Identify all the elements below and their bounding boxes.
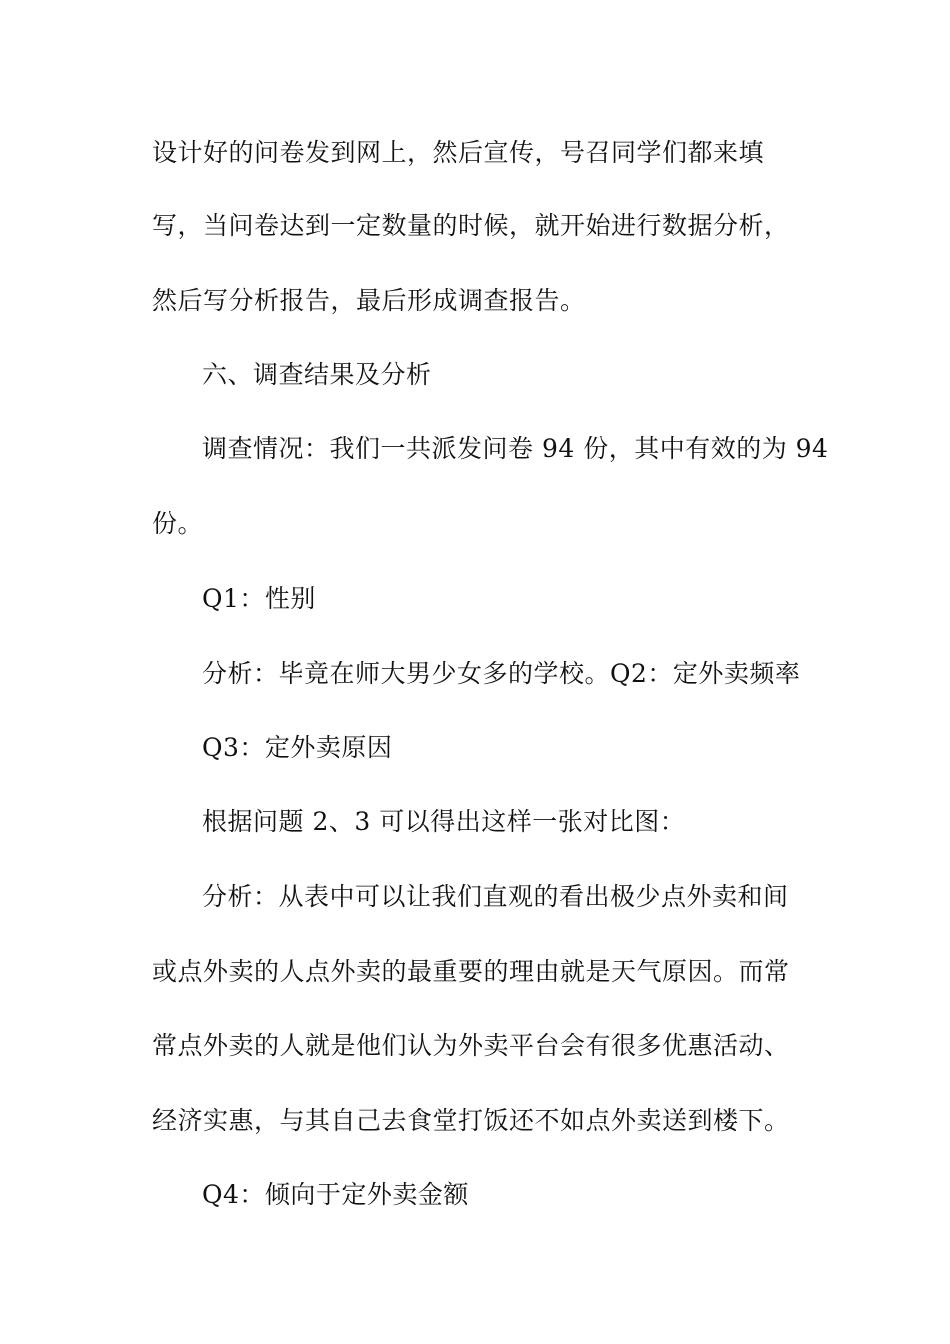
section-heading: 六、调查结果及分析 [202, 360, 432, 389]
question-label: Q3：定外卖原因 [202, 733, 393, 762]
paragraph-line: 分析：从表中可以让我们直观的看出极少点外卖和间 [202, 882, 789, 911]
paragraph-line: 设计好的问卷发到网上，然后宣传，号召同学们都来填 [152, 138, 765, 167]
paragraph-line: 常点外卖的人就是他们认为外卖平台会有很多优惠活动、 [152, 1031, 790, 1060]
paragraph-line: 分析：毕竟在师大男少女多的学校。Q2：定外卖频率 [202, 659, 801, 688]
paragraph-line: 或点外卖的人点外卖的最重要的理由就是天气原因。而常 [152, 957, 790, 986]
question-label: Q1：性别 [202, 584, 316, 613]
paragraph-line: 份。 [152, 509, 204, 538]
question-label: Q4：倾向于定外卖金额 [202, 1180, 469, 1209]
paragraph-line: 然后写分析报告，最后形成调查报告。 [152, 286, 586, 315]
paragraph-line: 调查情况：我们一共派发问卷 94 份，其中有效的为 94 [202, 434, 829, 463]
paragraph-line: 写，当问卷达到一定数量的时候，就开始进行数据分析， [152, 211, 790, 240]
paragraph-line: 经济实惠，与其自己去食堂打饭还不如点外卖送到楼下。 [152, 1106, 790, 1135]
paragraph-line: 根据问题 2、3 可以得出这样一张对比图： [202, 807, 686, 836]
